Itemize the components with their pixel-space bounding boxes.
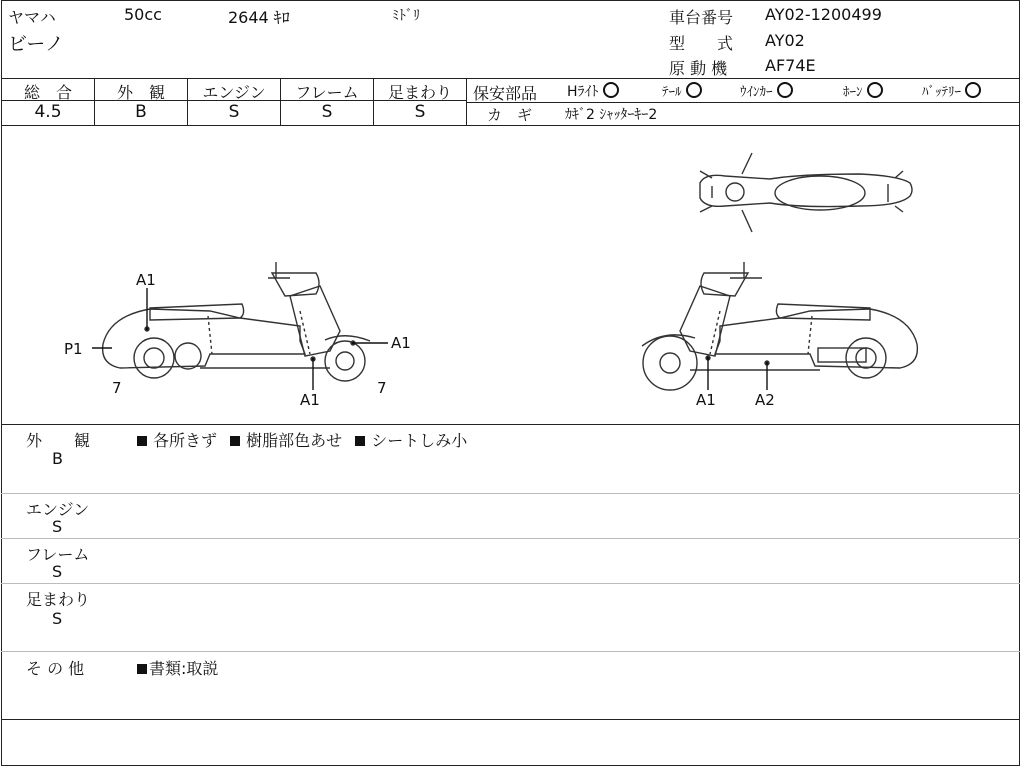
frame-no-label: 車台番号 [669, 8, 734, 27]
note-item: 書類:取説 [149, 659, 219, 678]
label-a1-front-low: A1 [300, 391, 320, 409]
notes-frame-grade: S [52, 562, 63, 581]
safety-label: 保安部品 [473, 84, 538, 103]
safety-item-tail: ﾃｰﾙ [662, 81, 702, 100]
model-name: ビーノ [8, 33, 64, 55]
bullet-square-icon [355, 436, 365, 446]
divider [1, 583, 1020, 584]
safety-item-headlight: Hﾗｲﾄ [567, 81, 619, 101]
damage-diagram [0, 126, 1020, 424]
frame-no: AY02-1200499 [765, 5, 882, 24]
key-label: カ ギ [487, 106, 533, 124]
key-value: ｶｷﾞ2 ｼｬｯﾀｰｷｰ2 [565, 107, 658, 123]
bullet-square-icon [230, 436, 240, 446]
notes-other-label: そ の 他 [26, 659, 85, 678]
type-label: 型 式 [669, 34, 734, 53]
score-frame-label: フレーム [295, 83, 359, 102]
safety-item-winker: ｳｲﾝｶｰ [740, 81, 793, 100]
scooter-right-view [642, 262, 917, 390]
score-engine-value: S [228, 102, 240, 122]
label-7-rear: 7 [112, 379, 122, 397]
maker: ヤマハ [8, 8, 56, 27]
label-a1-front-fender: A1 [391, 334, 411, 352]
divider [466, 78, 467, 125]
notes-frame-label: フレーム [26, 545, 90, 564]
ok-circle-icon [965, 82, 981, 98]
label-p1: P1 [64, 340, 83, 358]
ok-circle-icon [867, 82, 883, 98]
divider [467, 102, 1020, 103]
label-a2-right: A2 [755, 391, 775, 409]
label-a1-seat: A1 [136, 271, 156, 289]
notes-exterior-grade: B [52, 449, 63, 468]
score-overall-label: 総 合 [23, 83, 72, 102]
note-item: シートしみ小 [371, 431, 468, 450]
notes-suspension-grade: S [52, 609, 63, 628]
score-exterior-value: B [135, 102, 147, 122]
ok-circle-icon [603, 82, 619, 98]
divider [1, 719, 1020, 720]
ok-circle-icon [777, 82, 793, 98]
type-value: AY02 [765, 31, 805, 50]
notes-engine-label: エンジン [26, 500, 90, 519]
divider [1, 424, 1020, 425]
safety-item-horn: ﾎｰﾝ [843, 81, 883, 100]
bullet-square-icon [137, 436, 147, 446]
bullet-square-icon [137, 664, 147, 674]
engine-value: AF74E [765, 56, 816, 75]
score-frame-value: S [321, 102, 333, 122]
note-item: 樹脂部色あせ [246, 431, 343, 450]
displacement: 50cc [124, 5, 162, 24]
label-a1-right-low: A1 [696, 391, 716, 409]
scooter-top-view [700, 153, 912, 232]
divider [1, 493, 1020, 494]
divider [1, 78, 1020, 79]
notes-other-items [137, 656, 218, 679]
notes-exterior-label: 外 観 [26, 431, 91, 450]
label-7-front: 7 [377, 379, 387, 397]
divider [1, 538, 1020, 539]
score-suspension-value: S [414, 102, 426, 122]
notes-exterior-items [137, 428, 467, 451]
score-overall-value: 4.5 [34, 102, 62, 122]
score-exterior-label: 外 観 [116, 83, 165, 102]
score-suspension-label: 足まわり [387, 83, 452, 102]
ok-circle-icon [686, 82, 702, 98]
color: ﾐﾄﾞﾘ [392, 8, 420, 24]
note-item: 各所きず [153, 431, 218, 450]
divider [1, 651, 1020, 652]
engine-label: 原 動 機 [669, 59, 728, 78]
safety-item-battery: ﾊﾞｯﾃﾘｰ [922, 81, 981, 100]
score-engine-label: エンジン [202, 83, 266, 102]
notes-engine-grade: S [52, 517, 63, 536]
notes-suspension-label: 足まわり [26, 590, 91, 609]
mileage: 2644 ｷﾛ [228, 8, 290, 27]
